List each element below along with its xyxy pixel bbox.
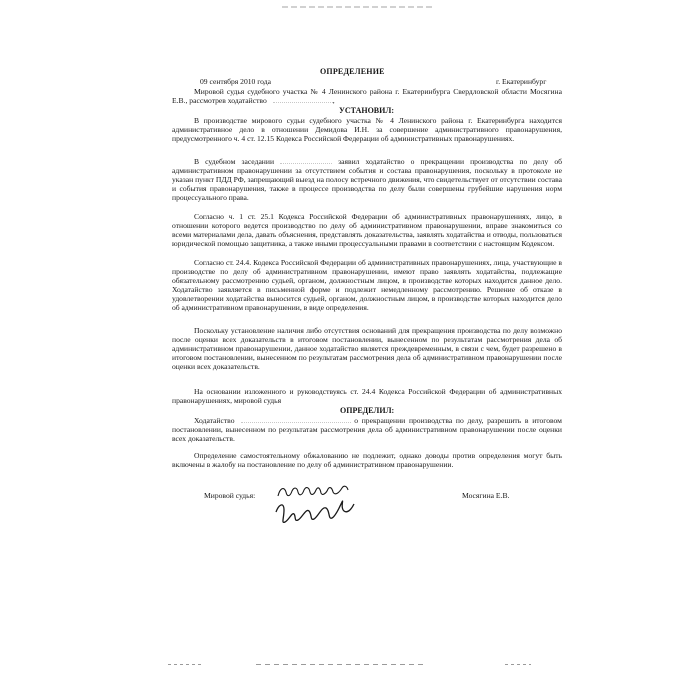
section-established: УСТАНОВИЛ:: [339, 106, 394, 115]
paragraph-3: Согласно ч. 1 ст. 25.1 Кодекса Российской Федерации об административных правонарушениях, лицо, в отношении которого ведется производство по делу об административном правонарушении, вправе знакомиться со всеми материалами дела, давать объяснения, представлять доказательства, заявлять ходатайства и отводы, пользоваться юридической помощью защитника, а также иными процессуальными правами в соответствии с настоящим Кодексом.: [172, 212, 562, 249]
signature-label: Мировой судья:: [204, 491, 256, 500]
handwritten-signature: [270, 478, 360, 530]
document-date: 09 сентября 2010 года: [200, 77, 271, 86]
paragraph-8: Определение самостоятельному обжалованию не подлежит, однако доводы против определения могут быть включены в жалобу на постановление по делу об административном правонарушении.: [172, 451, 562, 470]
paragraph-1: В производстве мирового судьи судебного участка № 4 Ленинского района г. Екатеринбурга находится административное дело в отношении Демидова И.Н. за совершение административного правонарушения, предусмотренного ч. 4 ст. 12.15 Кодекса Российской Федерации об административных правонарушениях.: [172, 116, 562, 144]
paragraph-7-start: Ходатайство: [194, 416, 235, 425]
paragraph-4: Согласно ст. 24.4. Кодекса Российской Федерации об административных правонарушениях, лица, участвующие в производстве по делу об административном правонарушении, имеют право заявлять ходатайства, подлежащие обязательному рассмотрению судьей, органом, должностным лицом, в производстве которых находится данное дело. Ходатайство заявляется в письменной форме и подлежит немедленному рассмотрению. Решение об отказе в удовлетворении ходатайства выносится судьей, органом, должностным лицом, в производстве которых находится дело об административном правонарушении, в виде определения.: [172, 258, 562, 313]
paragraph-6: На основании изложенного и руководствуясь ст. 24.4 Кодекса Российской Федерации об административных правонарушениях, мировой судья: [172, 387, 562, 406]
paragraph-2-start: В судебном заседании: [194, 157, 275, 166]
document-city: г. Екатеринбург: [496, 77, 547, 86]
intro-paragraph: Мировой судья судебного участка № 4 Ленинского района г. Екатеринбурга Свердловской области Мосягина Е.В., рассмотрев ходатайство ,: [172, 87, 562, 106]
redacted-blank: [241, 422, 351, 423]
judge-name: Мосягина Е.В.: [462, 491, 510, 500]
redacted-blank: [273, 102, 333, 103]
scan-artifact-bottom: [256, 664, 426, 665]
redacted-blank: [280, 163, 332, 164]
scan-artifact-bottom-right: [505, 664, 531, 665]
intro-text: Мировой судья судебного участка № 4 Ленинского района г. Екатеринбурга Свердловской области Мосягина Е.В., рассмотрев ходатайство: [172, 87, 562, 106]
paragraph-5: Поскольку установление наличия либо отсутствия оснований для прекращения производства по делу возможно после оценки всех доказательств в итоговом постановлении, вынесенном по результатам рассмотрения дела об административном правонарушении, данное ходатайство является преждевременным, в связи с чем, будет разрешено в итоговом постановлении, вынесенном по результатам рассмотрения дела об административном правонарушении после оценки всех доказательств.: [172, 326, 562, 372]
scan-artifact-bottom-left: [168, 664, 202, 665]
paragraph-2: [172, 157, 562, 202]
paragraph-7: [172, 416, 562, 443]
section-decided: ОПРЕДЕЛИЛ:: [340, 406, 395, 415]
paragraph-7-rest: о прекращении производства по делу, разрешить в итоговом постановлении, вынесенном по результатам рассмотрения дела об административном правонарушении после оценки всех доказательств.: [172, 416, 562, 444]
scan-artifact-top: [282, 6, 432, 8]
document-title: ОПРЕДЕЛЕНИЕ: [320, 67, 385, 76]
paragraph-2-rest: заявил ходатайство о прекращении производства по делу об административном правонарушении за отсутствием события и состава правонарушения, поскольку в протоколе не указан пункт ПДД РФ, запрещающий выезд на полосу встречного движения, что свидетельствует от отсутствии состава и события правонарушения, также в процессе производства по делу были совершены грубейшие нарушения норм процессуального права.: [172, 157, 562, 203]
